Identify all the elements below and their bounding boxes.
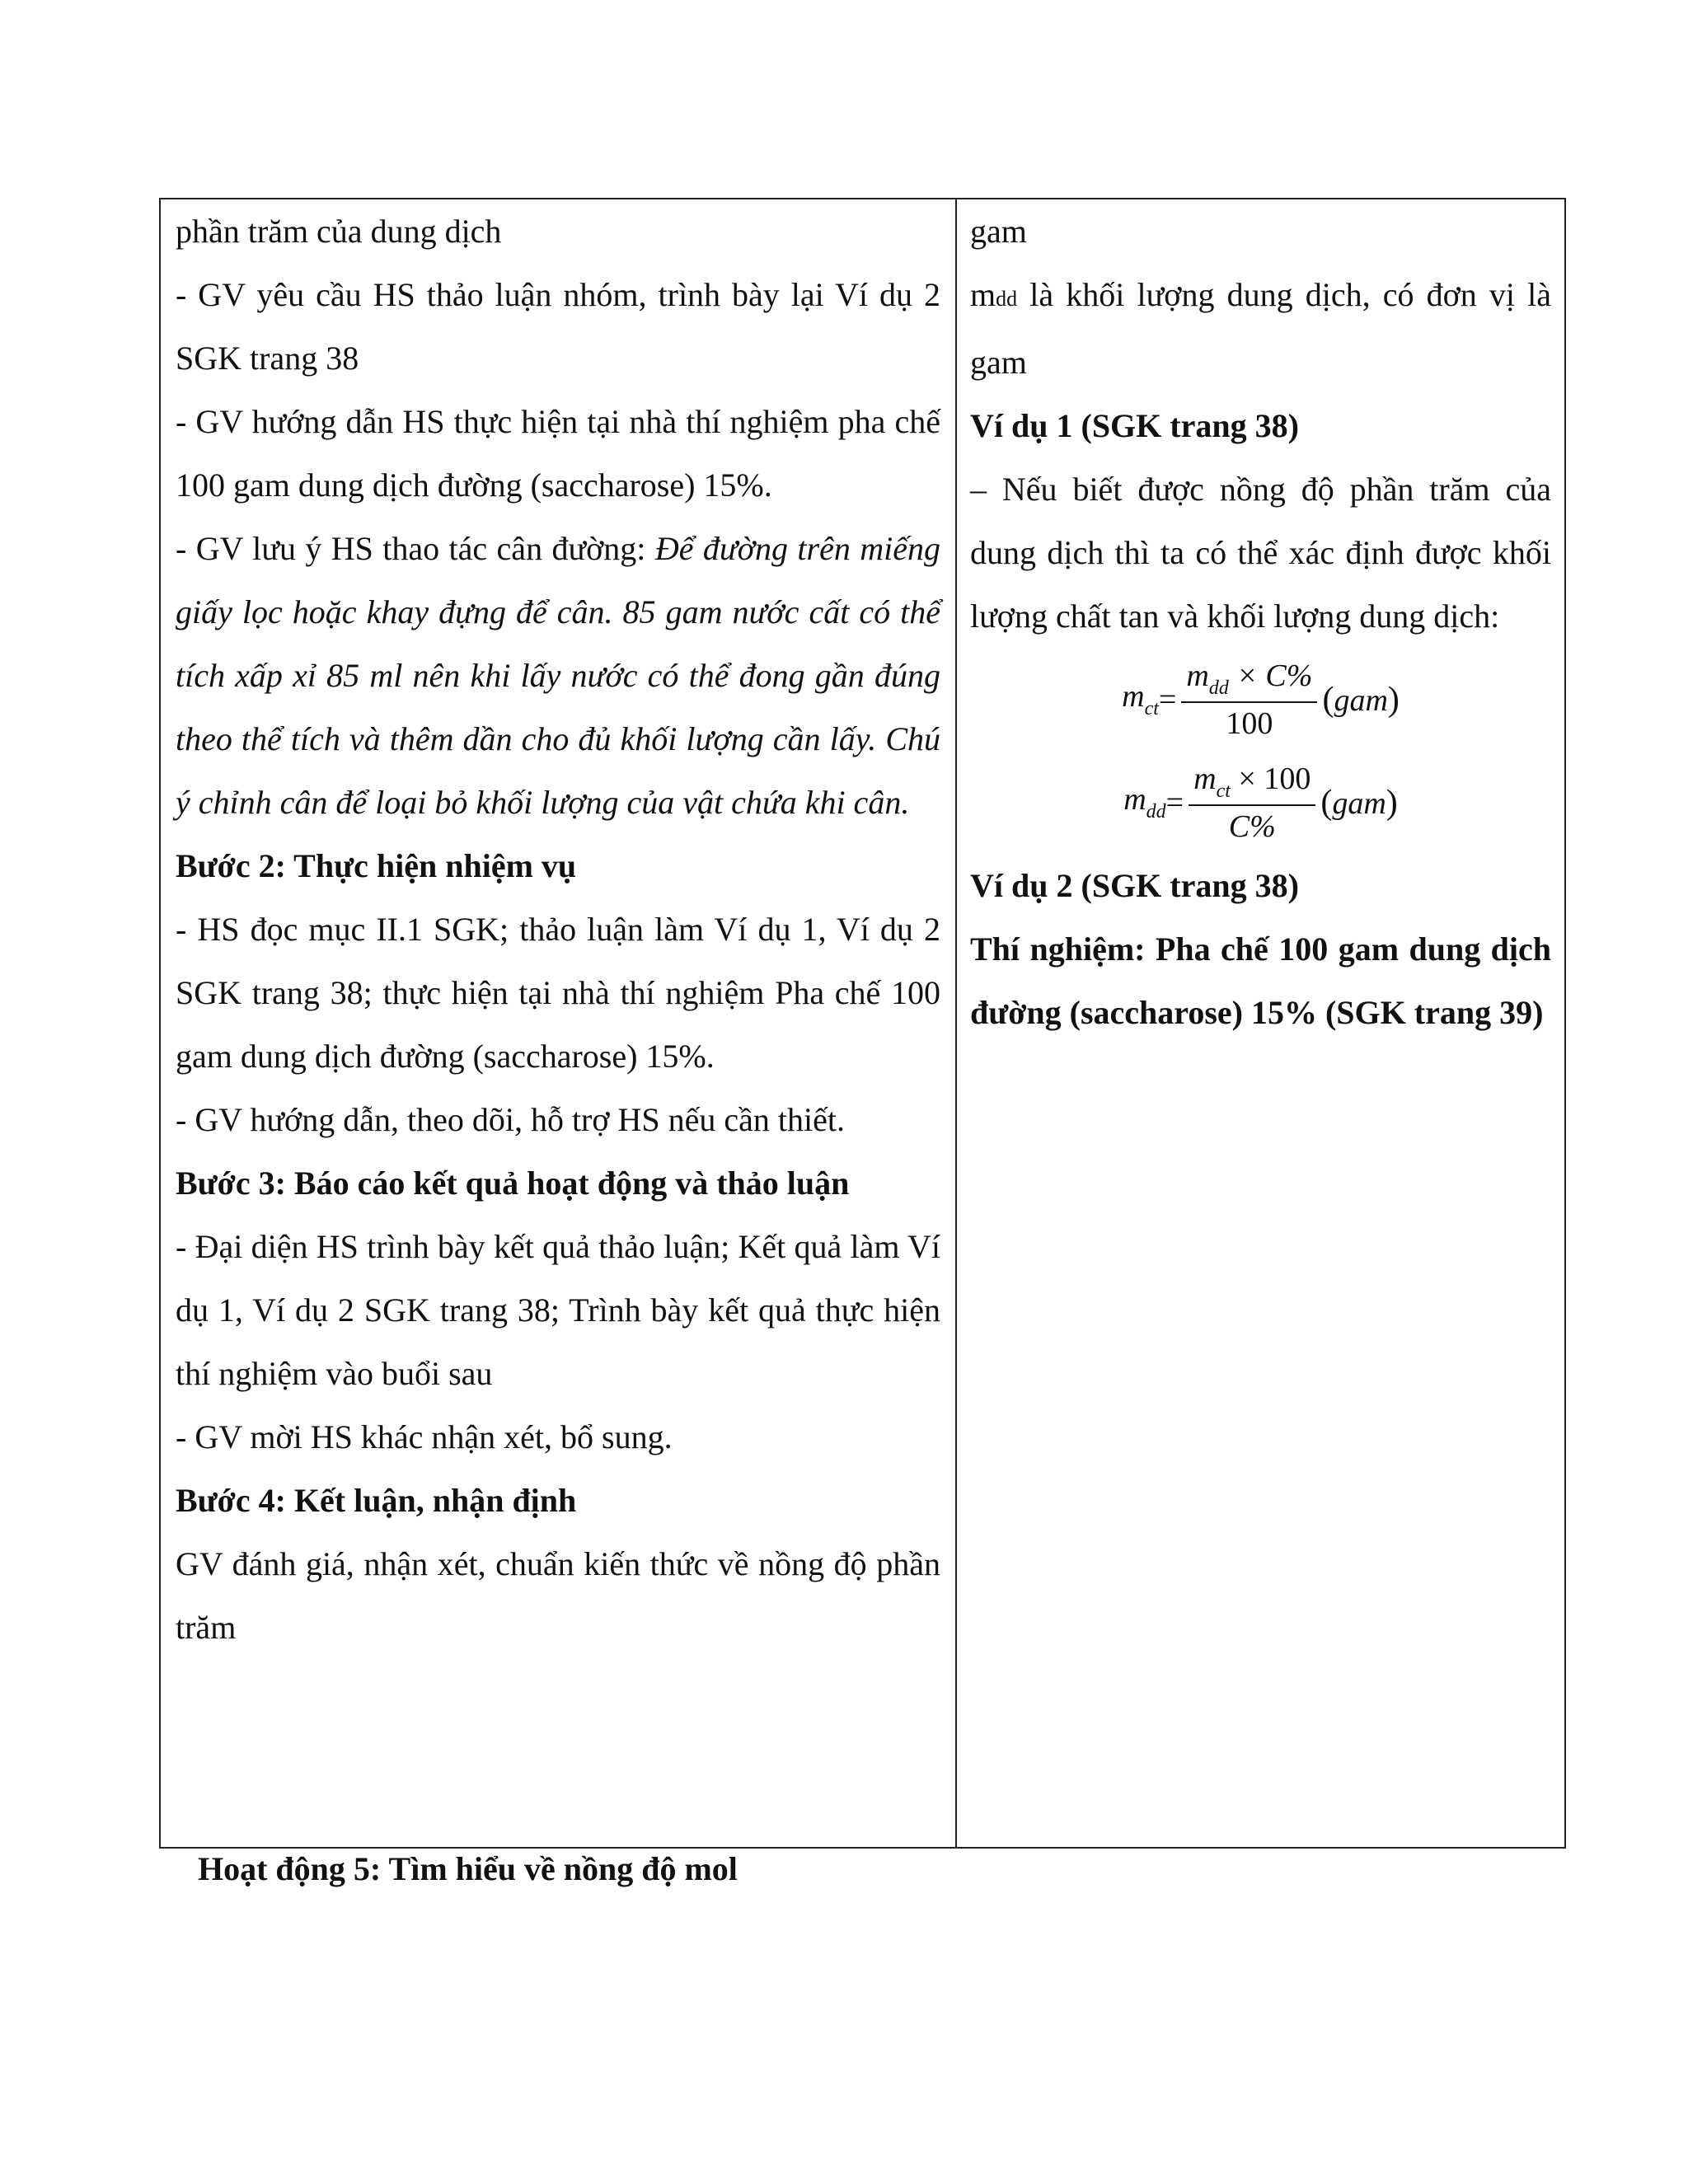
left-p4-prefix: - GV lưu ý HS thao tác cân đường:: [176, 530, 655, 567]
activity5-heading: Hoạt động 5: Tìm hiểu về nồng độ mol: [198, 1850, 738, 1887]
formula2-unit: (gam): [1320, 784, 1398, 822]
step4-p1: GV đánh giá, nhận xét, chuẩn kiến thức về nồng độ phần trăm: [176, 1545, 940, 1646]
left-p1: phần trăm của dung dịch: [176, 213, 502, 250]
left-p2: - GV yêu cầu HS thảo luận nhóm, trình bày lại Ví dụ 2 SGK trang 38: [176, 276, 940, 377]
left-p3: - GV hướng dẫn HS thực hiện tại nhà thí nghiệm pha chế 100 gam dung dịch đường (saccharose) 15%.: [176, 403, 940, 504]
step3-p2: - GV mời HS khác nhận xét, bổ sung.: [176, 1418, 673, 1455]
example1-text: – Nếu biết được nồng độ phần trăm của dung dịch thì ta có thể xác định được khối lượng chất tan và khối lượng dung dịch:: [970, 471, 1551, 635]
formula1-lhs: $m_{ct}$: [1122, 679, 1159, 719]
formula1-denominator: 100: [1226, 706, 1273, 741]
formula2-equals: =: [1165, 785, 1184, 820]
example1-heading: Ví dụ 1 (SGK trang 38): [970, 407, 1299, 444]
teacher-activity-column: [176, 199, 940, 1659]
formula2-numerator: $m_{ct} \times 100$: [1189, 763, 1315, 806]
formula2-fraction: [1189, 763, 1315, 842]
formula1-fraction: [1181, 660, 1317, 739]
step2-p2: - GV hướng dẫn, theo dõi, hỗ trợ HS nếu cần thiết.: [176, 1101, 846, 1138]
product-column: [970, 199, 1551, 1044]
mdd-text: là khối lượng dung dịch, có đơn vị là gam: [970, 276, 1551, 381]
formula2-lhs: $m_{dd}$: [1123, 782, 1166, 823]
formula1-unit: (gam): [1322, 681, 1400, 719]
formula-mass-solution: [970, 752, 1551, 854]
lesson-table: [159, 198, 1566, 1849]
formula1-equals: =: [1158, 682, 1177, 717]
formula1-numerator: $m_{dd} \times C\%$: [1181, 660, 1317, 703]
step3-p1: - Đại diện HS trình bày kết quả thảo luận; Kết quả làm Ví dụ 1, Ví dụ 2 SGK trang 38; Trình bày kết quả thực hiện thí nghiệm vào buổi sau: [176, 1228, 940, 1392]
example2-heading: Ví dụ 2 (SGK trang 38): [970, 867, 1299, 904]
step2-p1: - HS đọc mục II.1 SGK; thảo luận làm Ví dụ 1, Ví dụ 2 SGK trang 38; thực hiện tại nhà thí nghiệm Pha chế 100 gam dung dịch đường (saccharose) 15%.: [176, 911, 940, 1075]
left-p4: [176, 517, 940, 834]
mdd-definition: [970, 263, 1551, 394]
formula-mass-solute: [970, 648, 1551, 752]
step3-heading: Bước 3: Báo cáo kết quả hoạt động và thảo luận: [176, 1165, 850, 1202]
column-divider: [955, 199, 957, 1847]
mdd-symbol: m: [970, 276, 996, 313]
formula2-denominator: C%: [1228, 809, 1276, 844]
step2-heading: Bước 2: Thực hiện nhiệm vụ: [176, 847, 577, 884]
experiment-heading: Thí nghiệm: Pha chế 100 gam dung dịch đường (saccharose) 15% (SGK trang 39): [970, 930, 1551, 1031]
right-p1: gam: [970, 213, 1027, 250]
step4-heading: Bước 4: Kết luận, nhận định: [176, 1482, 577, 1519]
mdd-subscript: dd: [996, 287, 1018, 311]
left-p4-italic-note: Để đường trên miếng giấy lọc hoặc khay đựng để cân. 85 gam nước cất có thể tích xấp xỉ 85 ml nên khi lấy nước có thể đong gần đúng theo thể tích và thêm dần cho đủ khối lượng cần lấy. Chú ý chỉnh cân để loại bỏ khối lượng của vật chứa khi cân.: [176, 530, 940, 821]
